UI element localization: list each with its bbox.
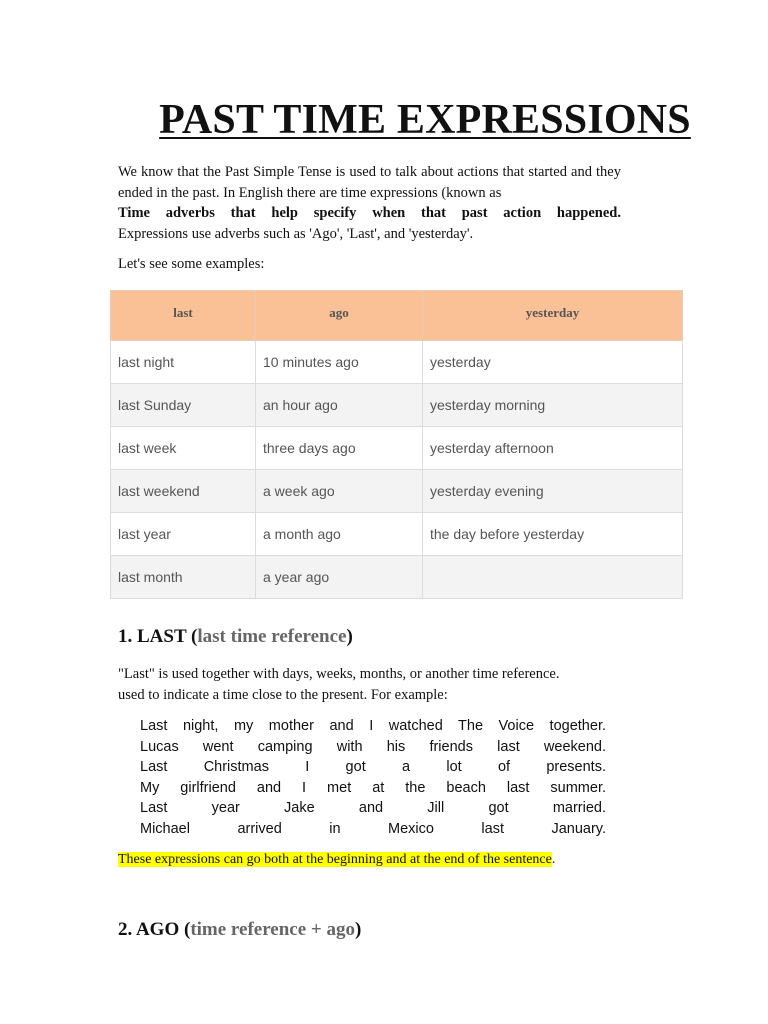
examples-intro: Let's see some examples: <box>118 256 265 272</box>
table-cell: last week <box>111 427 256 470</box>
table-row <box>111 470 683 513</box>
section-2-heading-main: 2. AGO ( <box>118 919 191 940</box>
intro-line-1: We know that the Past Simple Tense is used to talk about actions that started and they ended in the past. In English there are time expressions (known as <box>118 164 621 201</box>
table-cell: the day before yesterday <box>423 513 683 556</box>
section-2-heading <box>118 919 361 941</box>
time-expressions-table <box>110 290 683 599</box>
table-cell: yesterday <box>423 341 683 384</box>
table-cell: last month <box>111 556 256 599</box>
section-1-heading <box>118 626 353 648</box>
intro-line-3: Expressions use adverbs such as 'Ago', 'Last', and 'yesterday'. <box>118 225 474 242</box>
table-cell: yesterday morning <box>423 384 683 427</box>
highlighted-note: These expressions can go both at the beginning and at the end of the sentence. <box>118 852 556 867</box>
header-last: last <box>111 291 256 341</box>
section-1-desc-line-1: "Last" is used together with days, weeks, months, or another time reference. <box>118 666 560 682</box>
list-item: Michael arrived in Mexico last January. <box>140 820 606 837</box>
table-cell: last year <box>111 513 256 556</box>
table-row <box>111 556 683 599</box>
table-cell: yesterday evening <box>423 470 683 513</box>
list-item: Last night, my mother and I watched The Voice together. <box>140 718 606 734</box>
list-item: My girlfriend and I met at the beach last summer. <box>140 779 606 796</box>
table-cell <box>423 556 683 599</box>
table-cell: three days ago <box>256 427 423 470</box>
header-ago: ago <box>256 291 423 341</box>
table-cell: a month ago <box>256 513 423 556</box>
table-cell: a year ago <box>256 556 423 599</box>
section-1-heading-end: ) <box>346 626 353 647</box>
section-1-desc-line-2: used to indicate a time close to the present. For example: <box>118 686 448 703</box>
section-1-examples <box>140 716 606 839</box>
table-row <box>111 427 683 470</box>
table-cell: 10 minutes ago <box>256 341 423 384</box>
table-row <box>111 384 683 427</box>
table-cell: a week ago <box>256 470 423 513</box>
table-cell: an hour ago <box>256 384 423 427</box>
section-1-heading-grey: last time reference <box>197 626 347 647</box>
section-1-heading-main: 1. LAST ( <box>118 626 198 647</box>
table-cell: last weekend <box>111 470 256 513</box>
table-row <box>111 513 683 556</box>
table-cell: yesterday afternoon <box>423 427 683 470</box>
list-item: Lucas went camping with his friends last weekend. <box>140 738 606 755</box>
table-cell: last Sunday <box>111 384 256 427</box>
section-2-heading-grey: time reference + ago <box>190 919 355 940</box>
page-title: PAST TIME EXPRESSIONS <box>159 97 691 143</box>
intro-line-2: Time adverbs that help specify when that past action happened. <box>118 205 621 221</box>
list-item: Last year Jake and Jill got married. <box>140 800 606 816</box>
table-header-row <box>111 291 683 341</box>
section-1-description <box>118 664 638 705</box>
list-item: Last Christmas I got a lot of presents. <box>140 759 606 775</box>
intro-paragraph <box>118 162 621 244</box>
highlighted-note-text: These expressions can go both at the beginning and at the end of the sentence <box>118 852 552 867</box>
header-yesterday: yesterday <box>423 291 683 341</box>
section-2-heading-end: ) <box>355 919 362 940</box>
table-row <box>111 341 683 384</box>
table-cell: last night <box>111 341 256 384</box>
